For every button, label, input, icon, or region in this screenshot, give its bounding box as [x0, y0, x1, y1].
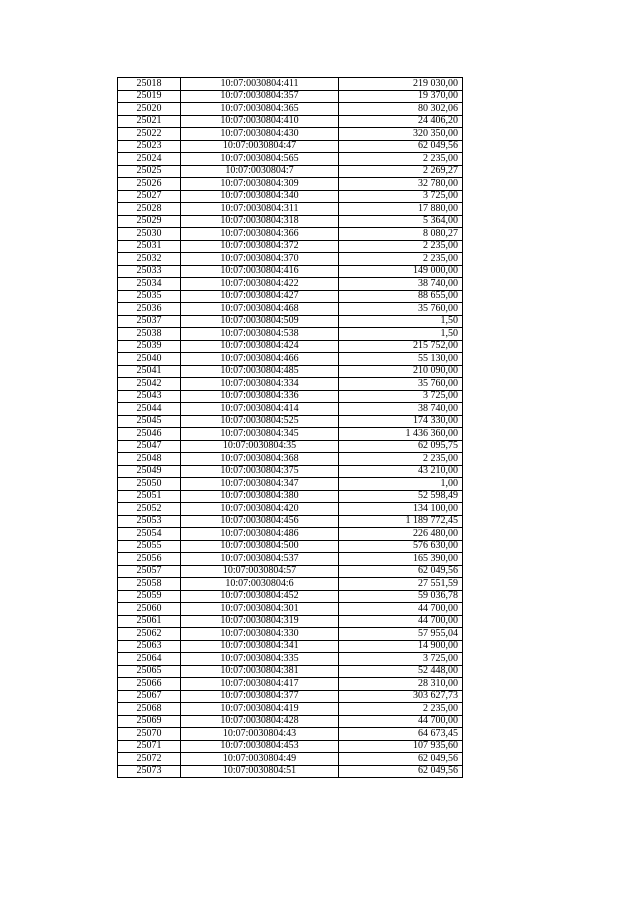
amount-cell: 62 049,56 — [339, 765, 463, 778]
row-number-cell: 25063 — [118, 640, 181, 653]
cadastral-number-cell: 10:07:0030804:301 — [181, 603, 339, 616]
amount-cell: 149 000,00 — [339, 265, 463, 278]
row-number-cell: 25070 — [118, 728, 181, 741]
cadastral-number-cell: 10:07:0030804:500 — [181, 540, 339, 553]
table-row — [118, 103, 463, 116]
table-row — [118, 128, 463, 141]
table-row — [118, 528, 463, 541]
cadastral-number-cell: 10:07:0030804:49 — [181, 753, 339, 766]
row-number-cell: 25053 — [118, 515, 181, 528]
amount-cell: 2 269,27 — [339, 165, 463, 178]
cadastral-number-cell: 10:07:0030804:452 — [181, 590, 339, 603]
amount-cell: 52 448,00 — [339, 665, 463, 678]
row-number-cell: 25019 — [118, 90, 181, 103]
table-row — [118, 353, 463, 366]
row-number-cell: 25022 — [118, 128, 181, 141]
row-number-cell: 25018 — [118, 78, 181, 91]
row-number-cell: 25025 — [118, 165, 181, 178]
cadastral-number-cell: 10:07:0030804:372 — [181, 240, 339, 253]
amount-cell: 576 630,00 — [339, 540, 463, 553]
table-row — [118, 190, 463, 203]
amount-cell: 44 700,00 — [339, 715, 463, 728]
table-row — [118, 715, 463, 728]
cadastral-number-cell: 10:07:0030804:335 — [181, 653, 339, 666]
row-number-cell: 25044 — [118, 403, 181, 416]
row-number-cell: 25028 — [118, 203, 181, 216]
table-row — [118, 465, 463, 478]
table-row — [118, 490, 463, 503]
row-number-cell: 25020 — [118, 103, 181, 116]
amount-cell: 43 210,00 — [339, 465, 463, 478]
amount-cell: 134 100,00 — [339, 503, 463, 516]
table-row — [118, 278, 463, 291]
table-row — [118, 590, 463, 603]
row-number-cell: 25030 — [118, 228, 181, 241]
row-number-cell: 25035 — [118, 290, 181, 303]
cadastral-number-cell: 10:07:0030804:318 — [181, 215, 339, 228]
row-number-cell: 25046 — [118, 428, 181, 441]
row-number-cell: 25055 — [118, 540, 181, 553]
row-number-cell: 25039 — [118, 340, 181, 353]
cadastral-number-cell: 10:07:0030804:428 — [181, 715, 339, 728]
cadastral-number-cell: 10:07:0030804:420 — [181, 503, 339, 516]
table-row — [118, 603, 463, 616]
cadastral-number-cell: 10:07:0030804:51 — [181, 765, 339, 778]
cadastral-number-cell: 10:07:0030804:410 — [181, 115, 339, 128]
cadastral-number-cell: 10:07:0030804:525 — [181, 415, 339, 428]
row-number-cell: 25064 — [118, 653, 181, 666]
amount-cell: 44 700,00 — [339, 603, 463, 616]
table-row — [118, 265, 463, 278]
cadastral-number-cell: 10:07:0030804:430 — [181, 128, 339, 141]
cadastral-number-cell: 10:07:0030804:427 — [181, 290, 339, 303]
cadastral-number-cell: 10:07:0030804:422 — [181, 278, 339, 291]
cadastral-number-cell: 10:07:0030804:57 — [181, 565, 339, 578]
cadastral-number-cell: 10:07:0030804:334 — [181, 378, 339, 391]
table-row — [118, 240, 463, 253]
table-row — [118, 690, 463, 703]
cadastral-number-cell: 10:07:0030804:466 — [181, 353, 339, 366]
row-number-cell: 25072 — [118, 753, 181, 766]
row-number-cell: 25061 — [118, 615, 181, 628]
row-number-cell: 25045 — [118, 415, 181, 428]
amount-cell: 38 740,00 — [339, 278, 463, 291]
row-number-cell: 25021 — [118, 115, 181, 128]
amount-cell: 3 725,00 — [339, 653, 463, 666]
row-number-cell: 25041 — [118, 365, 181, 378]
amount-cell: 5 364,00 — [339, 215, 463, 228]
cadastral-number-cell: 10:07:0030804:424 — [181, 340, 339, 353]
table-row — [118, 515, 463, 528]
row-number-cell: 25060 — [118, 603, 181, 616]
amount-cell: 17 880,00 — [339, 203, 463, 216]
table-row — [118, 365, 463, 378]
amount-cell: 3 725,00 — [339, 190, 463, 203]
amount-cell: 57 955,04 — [339, 628, 463, 641]
row-number-cell: 25033 — [118, 265, 181, 278]
table-row — [118, 328, 463, 341]
table-row — [118, 290, 463, 303]
cadastral-number-cell: 10:07:0030804:43 — [181, 728, 339, 741]
cadastral-number-cell: 10:07:0030804:486 — [181, 528, 339, 541]
table-row — [118, 440, 463, 453]
amount-cell: 2 235,00 — [339, 240, 463, 253]
table-row — [118, 303, 463, 316]
table-row — [118, 653, 463, 666]
row-number-cell: 25054 — [118, 528, 181, 541]
cadastral-number-cell: 10:07:0030804:357 — [181, 90, 339, 103]
cadastral-number-cell: 10:07:0030804:381 — [181, 665, 339, 678]
row-number-cell: 25027 — [118, 190, 181, 203]
cadastral-number-cell: 10:07:0030804:47 — [181, 140, 339, 153]
table-row — [118, 678, 463, 691]
cadastral-number-cell: 10:07:0030804:319 — [181, 615, 339, 628]
amount-cell: 64 673,45 — [339, 728, 463, 741]
row-number-cell: 25026 — [118, 178, 181, 191]
table-row — [118, 253, 463, 266]
row-number-cell: 25059 — [118, 590, 181, 603]
amount-cell: 62 049,56 — [339, 565, 463, 578]
table-row — [118, 78, 463, 91]
amount-cell: 59 036,78 — [339, 590, 463, 603]
cadastral-number-cell: 10:07:0030804:347 — [181, 478, 339, 491]
amount-cell: 320 350,00 — [339, 128, 463, 141]
table-row — [118, 765, 463, 778]
row-number-cell: 25031 — [118, 240, 181, 253]
table-row — [118, 640, 463, 653]
row-number-cell: 25068 — [118, 703, 181, 716]
amount-cell: 19 370,00 — [339, 90, 463, 103]
cadastral-number-cell: 10:07:0030804:366 — [181, 228, 339, 241]
table-body — [118, 78, 463, 778]
cadastral-number-cell: 10:07:0030804:6 — [181, 578, 339, 591]
row-number-cell: 25049 — [118, 465, 181, 478]
row-number-cell: 25062 — [118, 628, 181, 641]
amount-cell: 62 049,56 — [339, 140, 463, 153]
row-number-cell: 25056 — [118, 553, 181, 566]
cadastral-number-cell: 10:07:0030804:417 — [181, 678, 339, 691]
cadastral-number-cell: 10:07:0030804:456 — [181, 515, 339, 528]
cadastral-number-cell: 10:07:0030804:377 — [181, 690, 339, 703]
row-number-cell: 25058 — [118, 578, 181, 591]
row-number-cell: 25065 — [118, 665, 181, 678]
amount-cell: 27 551,59 — [339, 578, 463, 591]
row-number-cell: 25066 — [118, 678, 181, 691]
table-row — [118, 340, 463, 353]
table-row — [118, 215, 463, 228]
table-row — [118, 703, 463, 716]
cadastral-number-cell: 10:07:0030804:330 — [181, 628, 339, 641]
cadastral-number-cell: 10:07:0030804:309 — [181, 178, 339, 191]
cadastral-number-cell: 10:07:0030804:370 — [181, 253, 339, 266]
amount-cell: 174 330,00 — [339, 415, 463, 428]
table-row — [118, 115, 463, 128]
amount-cell: 1 436 360,00 — [339, 428, 463, 441]
table-row — [118, 740, 463, 753]
table-row — [118, 565, 463, 578]
row-number-cell: 25071 — [118, 740, 181, 753]
row-number-cell: 25034 — [118, 278, 181, 291]
table-row — [118, 153, 463, 166]
amount-cell: 24 406,20 — [339, 115, 463, 128]
amount-cell: 28 310,00 — [339, 678, 463, 691]
amount-cell: 3 725,00 — [339, 390, 463, 403]
table-row — [118, 540, 463, 553]
cadastral-number-cell: 10:07:0030804:340 — [181, 190, 339, 203]
row-number-cell: 25038 — [118, 328, 181, 341]
row-number-cell: 25023 — [118, 140, 181, 153]
cadastral-number-cell: 10:07:0030804:538 — [181, 328, 339, 341]
cadastral-number-cell: 10:07:0030804:311 — [181, 203, 339, 216]
data-table — [117, 77, 463, 778]
amount-cell: 55 130,00 — [339, 353, 463, 366]
table-row — [118, 478, 463, 491]
amount-cell: 215 752,00 — [339, 340, 463, 353]
row-number-cell: 25073 — [118, 765, 181, 778]
row-number-cell: 25057 — [118, 565, 181, 578]
table-row — [118, 628, 463, 641]
amount-cell: 1,50 — [339, 315, 463, 328]
amount-cell: 2 235,00 — [339, 703, 463, 716]
amount-cell: 14 900,00 — [339, 640, 463, 653]
cadastral-number-cell: 10:07:0030804:453 — [181, 740, 339, 753]
amount-cell: 1,50 — [339, 328, 463, 341]
amount-cell: 2 235,00 — [339, 453, 463, 466]
amount-cell: 62 095,75 — [339, 440, 463, 453]
table-row — [118, 165, 463, 178]
cadastral-number-cell: 10:07:0030804:509 — [181, 315, 339, 328]
table-row — [118, 378, 463, 391]
cadastral-number-cell: 10:07:0030804:7 — [181, 165, 339, 178]
table-row — [118, 90, 463, 103]
row-number-cell: 25069 — [118, 715, 181, 728]
amount-cell: 107 935,60 — [339, 740, 463, 753]
cadastral-number-cell: 10:07:0030804:365 — [181, 103, 339, 116]
amount-cell: 35 760,00 — [339, 303, 463, 316]
table-row — [118, 578, 463, 591]
amount-cell: 2 235,00 — [339, 153, 463, 166]
row-number-cell: 25029 — [118, 215, 181, 228]
cadastral-number-cell: 10:07:0030804:416 — [181, 265, 339, 278]
cadastral-number-cell: 10:07:0030804:468 — [181, 303, 339, 316]
table-row — [118, 553, 463, 566]
cadastral-number-cell: 10:07:0030804:35 — [181, 440, 339, 453]
row-number-cell: 25037 — [118, 315, 181, 328]
amount-cell: 62 049,56 — [339, 753, 463, 766]
cadastral-number-cell: 10:07:0030804:485 — [181, 365, 339, 378]
row-number-cell: 25042 — [118, 378, 181, 391]
cadastral-number-cell: 10:07:0030804:411 — [181, 78, 339, 91]
row-number-cell: 25048 — [118, 453, 181, 466]
amount-cell: 165 390,00 — [339, 553, 463, 566]
table-row — [118, 140, 463, 153]
row-number-cell: 25040 — [118, 353, 181, 366]
table-row — [118, 415, 463, 428]
table-row — [118, 203, 463, 216]
cadastral-number-cell: 10:07:0030804:414 — [181, 403, 339, 416]
amount-cell: 8 080,27 — [339, 228, 463, 241]
cadastral-number-cell: 10:07:0030804:565 — [181, 153, 339, 166]
table-row — [118, 403, 463, 416]
table-row — [118, 315, 463, 328]
row-number-cell: 25047 — [118, 440, 181, 453]
amount-cell: 226 480,00 — [339, 528, 463, 541]
table-row — [118, 503, 463, 516]
amount-cell: 1,00 — [339, 478, 463, 491]
table-row — [118, 728, 463, 741]
amount-cell: 2 235,00 — [339, 253, 463, 266]
cadastral-number-cell: 10:07:0030804:375 — [181, 465, 339, 478]
amount-cell: 210 090,00 — [339, 365, 463, 378]
amount-cell: 35 760,00 — [339, 378, 463, 391]
cadastral-number-cell: 10:07:0030804:380 — [181, 490, 339, 503]
amount-cell: 44 700,00 — [339, 615, 463, 628]
row-number-cell: 25051 — [118, 490, 181, 503]
table-row — [118, 453, 463, 466]
cadastral-number-cell: 10:07:0030804:537 — [181, 553, 339, 566]
amount-cell: 38 740,00 — [339, 403, 463, 416]
amount-cell: 52 598,49 — [339, 490, 463, 503]
amount-cell: 88 655,00 — [339, 290, 463, 303]
amount-cell: 1 189 772,45 — [339, 515, 463, 528]
table-row — [118, 428, 463, 441]
table-row — [118, 665, 463, 678]
amount-cell: 303 627,73 — [339, 690, 463, 703]
row-number-cell: 25043 — [118, 390, 181, 403]
row-number-cell: 25052 — [118, 503, 181, 516]
row-number-cell: 25032 — [118, 253, 181, 266]
row-number-cell: 25050 — [118, 478, 181, 491]
row-number-cell: 25024 — [118, 153, 181, 166]
table-row — [118, 615, 463, 628]
cadastral-number-cell: 10:07:0030804:419 — [181, 703, 339, 716]
amount-cell: 32 780,00 — [339, 178, 463, 191]
row-number-cell: 25036 — [118, 303, 181, 316]
amount-cell: 219 030,00 — [339, 78, 463, 91]
cadastral-number-cell: 10:07:0030804:345 — [181, 428, 339, 441]
table-row — [118, 178, 463, 191]
table-row — [118, 753, 463, 766]
cadastral-number-cell: 10:07:0030804:341 — [181, 640, 339, 653]
table-row — [118, 228, 463, 241]
row-number-cell: 25067 — [118, 690, 181, 703]
cadastral-number-cell: 10:07:0030804:368 — [181, 453, 339, 466]
amount-cell: 80 302,06 — [339, 103, 463, 116]
cadastral-number-cell: 10:07:0030804:336 — [181, 390, 339, 403]
table-row — [118, 390, 463, 403]
